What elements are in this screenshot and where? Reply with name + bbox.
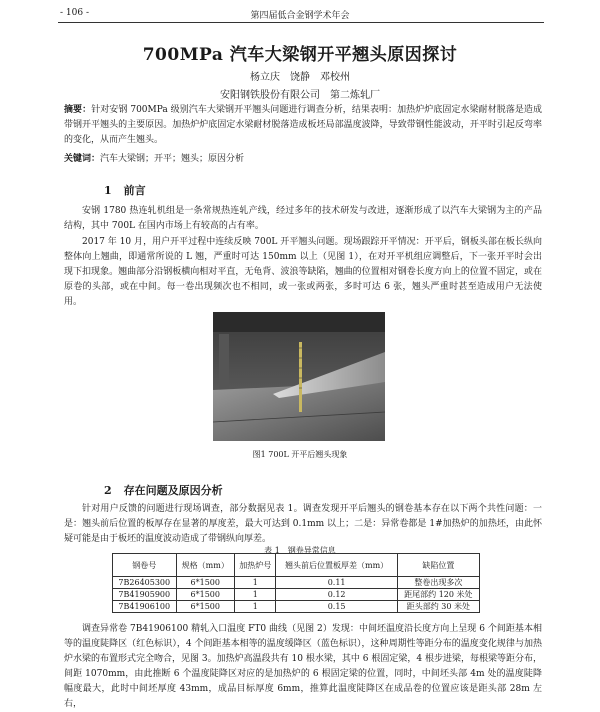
figure-photo <box>213 312 385 441</box>
running-head <box>60 8 540 22</box>
table-cell: 0.15 <box>276 601 397 613</box>
table-cell: 1 <box>235 601 276 613</box>
table-row <box>113 601 480 613</box>
table-cell: 6*1500 <box>176 589 234 601</box>
keywords-text: 汽车大梁钢；开平；翘头；原因分析 <box>100 154 245 164</box>
keywords <box>64 152 542 167</box>
table-cell: 整卷出现多次 <box>397 577 479 589</box>
affiliation: 安阳钢铁股份有限公司 第二炼轧厂 <box>220 90 380 101</box>
section-heading-1 <box>104 182 146 198</box>
table-header-cell: 加热炉号 <box>235 554 276 577</box>
table-cell: 0.11 <box>276 577 397 589</box>
abstract-text: 针对安钢 700MPa 级别汽车大梁钢开平翘头问题进行调查分析，结果表明：加热炉炉底固定水梁耐材脱落是造成带钢开平翘头的主要原因。加热炉炉底固定水梁耐材脱落造成板坯局部温度波降，导致带钢性能波动，开平时引起反弯率的变化，从而产生翘头。 <box>64 105 542 145</box>
paragraph: 2017 年 10 月，用户开平过程中连续反映 700L 开平翘头问题。现场跟踪开平情况：开平后，钢板头部在板长纵向整体向上翘曲，即通常所说的 L 翘，严重时可达 150mm 以上（见图 1），在对开平机组应调整后，下一张开平时会出现下扣现象。翘曲部分沿钢板横向相对平直，无龟背、波浪等缺陷，翘曲的位置相对钢卷长度方向上的位置不固定，或在原卷的头部，或在中间。每一卷出现频次也不相同，或一张或两张，多时可达 6 张，翘头严重时甚至造成用户无法使用。 <box>64 237 542 307</box>
table-header-cell: 缺陷位置 <box>397 554 479 577</box>
table-caption: 表 1 钢卷异常信息 <box>264 546 336 555</box>
table-header-cell: 翘头前后位置板厚差（mm） <box>276 554 397 577</box>
table-cell: 1 <box>235 589 276 601</box>
keywords-label: 关键词： <box>64 154 101 164</box>
section-title: 前言 <box>123 184 146 197</box>
table-header-cell: 规格（mm） <box>176 554 234 577</box>
paragraph: 针对用户反馈的问题进行现场调查，部分数据见表 1。调查发现开平后翘头的钢卷基本存在以下两个共性问题：一是：翘头前后位置的板厚存在显著的厚度差，最大可达到 0.1mm 以上；二是：异常卷都是 1#加热炉的加热坯，由此怀疑可能是由于板坯的温度波动造成了带钢纵向厚差。 <box>64 504 542 544</box>
header-rule <box>58 22 544 23</box>
table-cell: 距头部约 30 米处 <box>397 601 479 613</box>
paragraph: 调查异常卷 7B41906100 精轧入口温度 FT0 曲线（见图 2）发现：中间坯温度沿长度方向上呈现 6 个间距基本相等的温度陡降区（红色标识），4 个间距基本相等的温度缓降区（蓝色标识），这种周期性等距分布的温度变化规律与加热炉水梁的布置形式完全吻合，见图 3。加热炉高温段共有 10 根水梁，其中 6 根固定梁，4 根步进梁，每根梁等距分布，间距 1070mm，由此推断 6 个温度陡降区对应的是加热炉的 6 根固定梁的位置，同时，中间坯头部 4m 处的温度陡降幅度最大，此时中间坯厚度 43mm，成品目标厚度 6mm，推算此温度陡降区在成品卷的位置应该是距头部 28m 左右， <box>64 624 542 709</box>
table-cell: 1 <box>235 577 276 589</box>
conference-name: 第四届低合金钢学术年会 <box>250 11 350 21</box>
table-row <box>113 577 480 589</box>
figure-caption: 图1 700L 开平后翘头现象 <box>252 450 348 459</box>
table-row <box>113 589 480 601</box>
section-number: 1 <box>104 184 112 197</box>
table-header-row <box>113 554 480 577</box>
paragraph: 安钢 1780 热连轧机组是一条常规热连轧产线，经过多年的技术研发与改进，逐渐形成了以汽车大梁钢为主的产品结构，其中 700L 在国内市场上有较高的占有率。 <box>64 206 542 231</box>
abstract-label: 摘要： <box>64 105 92 115</box>
page-number: - 106 - <box>60 8 89 18</box>
section-title: 存在问题及原因分析 <box>123 484 223 497</box>
table-cell: 0.12 <box>276 589 397 601</box>
table-cell: 7B41905900 <box>113 589 177 601</box>
table-cell: 7B26405300 <box>113 577 177 589</box>
table-cell: 距尾部约 120 米处 <box>397 589 479 601</box>
authors: 杨立庆 饶静 邓校州 <box>250 72 350 83</box>
paper-title: 700MPa 汽车大梁钢开平翘头原因探讨 <box>142 45 458 65</box>
table-header-cell: 钢卷号 <box>113 554 177 577</box>
section-number: 2 <box>104 484 112 497</box>
abstract <box>64 103 542 148</box>
section-heading-2 <box>104 482 223 498</box>
steel-plate-photo <box>213 312 385 441</box>
table-cell: 7B41906100 <box>113 601 177 613</box>
coil-anomaly-table <box>112 553 480 613</box>
table-cell: 6*1500 <box>176 601 234 613</box>
table-cell: 6*1500 <box>176 577 234 589</box>
